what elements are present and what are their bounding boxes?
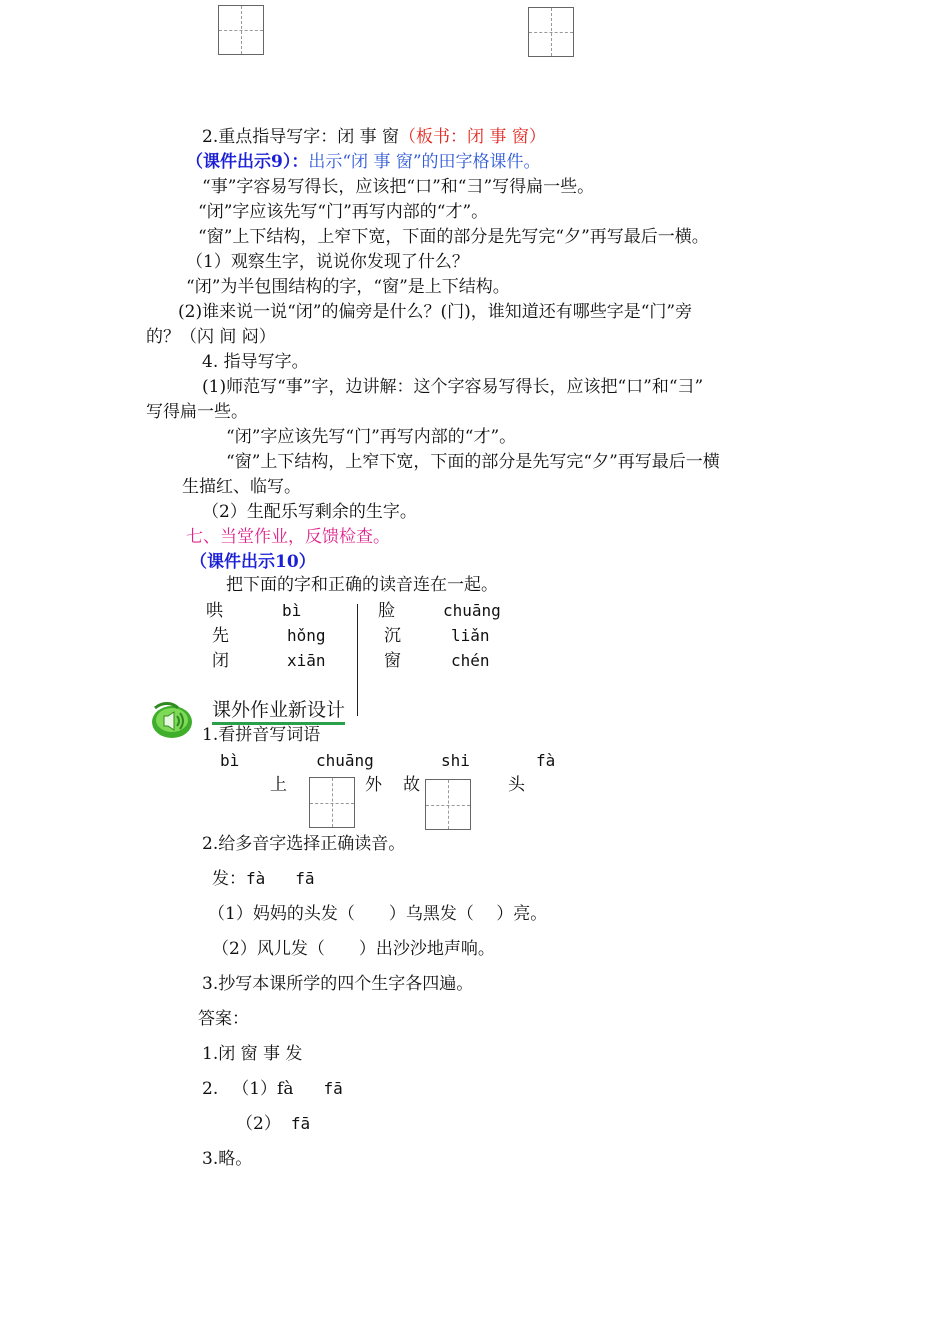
text-line: “闭”字应该先写“门”再写内部的“才”。 (198, 202, 489, 222)
tianzige-box (528, 7, 574, 57)
hw-pinyin: shi (441, 751, 470, 770)
text-line: 的？（闪 间 闷） (146, 327, 276, 347)
answer-label: 答案： (198, 1009, 249, 1029)
step2-line: 2.重点指导写字：闭 事 窗（板书：闭 事 窗） (202, 127, 546, 147)
hw-pinyin: bì (220, 751, 240, 770)
text-line: “闭”为半包围结构的字，“窗”是上下结构。 (186, 277, 510, 297)
hw-q2: 2.给多音字选择正确读音。 (202, 834, 406, 854)
text-line: (1)师范写“事”字，边讲解：这个字容易写得长，应该把“口”和“彐” (202, 377, 704, 397)
match-pinyin: bì (282, 601, 302, 620)
hw-pinyin: fà (536, 751, 556, 770)
text-line: 生描红、临写。 (182, 477, 301, 497)
answer-3: 3.略。 (202, 1149, 253, 1169)
green-leaf-speaker-icon (150, 700, 194, 740)
match-pinyin: chuāng (443, 601, 501, 620)
hw-q1: 1.看拼音写词语 (202, 725, 321, 745)
match-pinyin: hǒng (287, 626, 326, 645)
match-pinyin: liǎn (451, 626, 490, 645)
match-char: 脸 (378, 601, 395, 621)
hw-char: 头 (508, 775, 525, 795)
match-pinyin: chén (451, 651, 490, 670)
text-line: （2）生配乐写剩余的生字。 (202, 502, 417, 522)
match-char: 沉 (384, 626, 401, 646)
match-char: 先 (212, 626, 229, 646)
hw-char: 故 (403, 775, 420, 795)
hw-q2-1: （1）妈妈的头发（ ）乌黑发（ ）亮。 (208, 904, 548, 924)
homework-title: 课外作业新设计 (212, 698, 345, 725)
hw-char: 上 (270, 775, 287, 795)
text-line: 写得扁一些。 (146, 402, 248, 422)
text-line: “窗”上下结构，上窄下宽，下面的部分是先写完“夕”再写最后一横 (226, 452, 720, 472)
board-note: （板书：闭 事 窗） (399, 127, 546, 147)
text-line: 4. 指导写字。 (202, 352, 309, 372)
answer-2: 2. （1）fà fā (202, 1079, 343, 1099)
text-line: “窗”上下结构，上窄下宽，下面的部分是先写完“夕”再写最后一横。 (198, 227, 709, 247)
hw-pinyin: chuāng (316, 751, 374, 770)
section7-title: 七、当堂作业，反馈检查。 (186, 527, 390, 547)
answer-1: 1.闭 窗 事 发 (202, 1044, 303, 1064)
hw-q2-2: （2）风儿发（ ）出沙沙地声响。 (212, 939, 495, 959)
match-char: 哄 (206, 601, 223, 621)
answer-2-2: （2） fā (236, 1114, 311, 1134)
kejian9-label: （课件出示9）： (186, 152, 309, 172)
match-pinyin: xiān (287, 651, 326, 670)
fa-options: 发：fà fā (212, 869, 315, 889)
text-line: (2)谁来说一说“闭”的偏旁是什么？(门)，谁知道还有哪些字是“门”旁 (178, 302, 693, 322)
match-char: 窗 (384, 651, 401, 671)
kejian9-line (186, 151, 541, 173)
kejian10-label: （课件出示10） (190, 552, 316, 572)
text-line: “事”字容易写得长，应该把“口”和“彐”写得扁一些。 (202, 177, 595, 197)
tianzige-box (309, 777, 355, 828)
matching-instruction: 把下面的字和正确的读音连在一起。 (226, 575, 498, 595)
divider-line (357, 604, 358, 716)
tianzige-box (218, 5, 264, 55)
hw-q3: 3.抄写本课所学的四个生字各四遍。 (202, 974, 474, 994)
tianzige-box (425, 779, 471, 830)
text-line: （1）观察生字，说说你发现了什么？ (186, 252, 469, 272)
match-char: 闭 (212, 651, 229, 671)
hw-char: 外 (365, 775, 382, 795)
text-line: “闭”字应该先写“门”再写内部的“才”。 (226, 427, 517, 447)
kejian9-text: 出示“闭 事 窗”的田字格课件。 (308, 152, 541, 172)
